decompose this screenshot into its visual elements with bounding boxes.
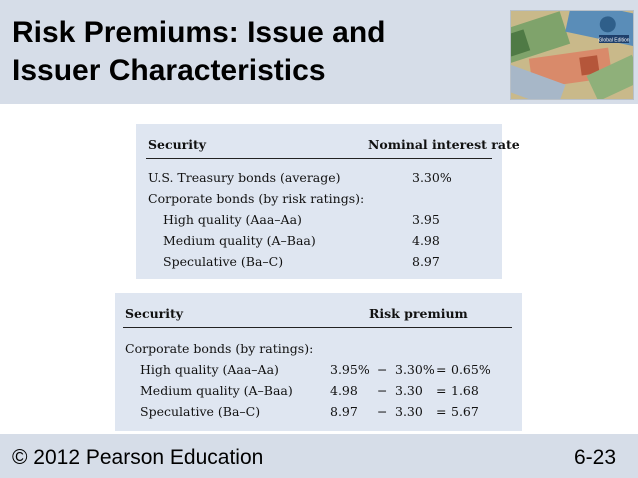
nominal-interest-rate-table [136, 124, 520, 279]
table2-row-premium: 5.67 [451, 404, 479, 419]
title-line-1: Risk Premiums: Issue and [12, 16, 386, 49]
table1-row-label: High quality (Aaa–Aa) [163, 212, 302, 227]
table1-row-value: 8.97 [412, 254, 440, 269]
table2-row-rate: 4.98 [330, 383, 358, 398]
table2-header-rule [123, 327, 512, 328]
title-line-2: Issuer Characteristics [12, 54, 326, 87]
table2-row-label: Speculative (Ba–C) [140, 404, 261, 419]
table2-row-equals: = [436, 362, 447, 377]
table2-row-equals: = [436, 404, 447, 419]
table2-row-base: 3.30% [395, 362, 435, 377]
table2-row-label: Medium quality (A–Baa) [140, 383, 293, 398]
table2-row-minus: − [377, 383, 388, 398]
table2-row-minus: − [377, 362, 388, 377]
currency-banknotes-photo [510, 10, 634, 100]
table1-row-label: Corporate bonds (by risk ratings): [148, 191, 365, 206]
table1-row-value: 3.95 [412, 212, 440, 227]
table1-row-value: 4.98 [412, 233, 440, 248]
table2-row-rate: 3.95% [330, 362, 370, 377]
slide-title [12, 14, 482, 90]
copyright-footer: © 2012 Pearson Education [12, 446, 264, 469]
slide-number: 6-23 [573, 446, 616, 469]
table1-row-label: Medium quality (A–Baa) [163, 233, 316, 248]
table2-row-premium: 1.68 [451, 383, 479, 398]
table1-header-security: Security [148, 137, 207, 152]
global-edition-badge: Global Edition [598, 37, 630, 44]
risk-premium-table [115, 293, 522, 431]
currency-banknotes-icon [511, 11, 633, 99]
table2-group-label: Corporate bonds (by ratings): [125, 341, 314, 356]
table2-row-label: High quality (Aaa–Aa) [140, 362, 279, 377]
table2-row-rate: 8.97 [330, 404, 358, 419]
table2-row-premium: 0.65% [451, 362, 491, 377]
table2-row-minus: − [377, 404, 388, 419]
table2-header-security: Security [125, 306, 184, 321]
table1-header-rule [146, 158, 492, 159]
table1-row-value: 3.30% [412, 170, 452, 185]
table2-row-equals: = [436, 383, 447, 398]
table2-row-base: 3.30 [395, 383, 423, 398]
table2-row-base: 3.30 [395, 404, 423, 419]
table2-header-premium: Risk premium [369, 306, 468, 321]
content-panel [0, 104, 638, 434]
table1-row-label: Speculative (Ba–C) [163, 254, 284, 269]
table1-row-label: U.S. Treasury bonds (average) [148, 170, 341, 185]
table1-header-rate: Nominal interest rate [368, 137, 520, 152]
